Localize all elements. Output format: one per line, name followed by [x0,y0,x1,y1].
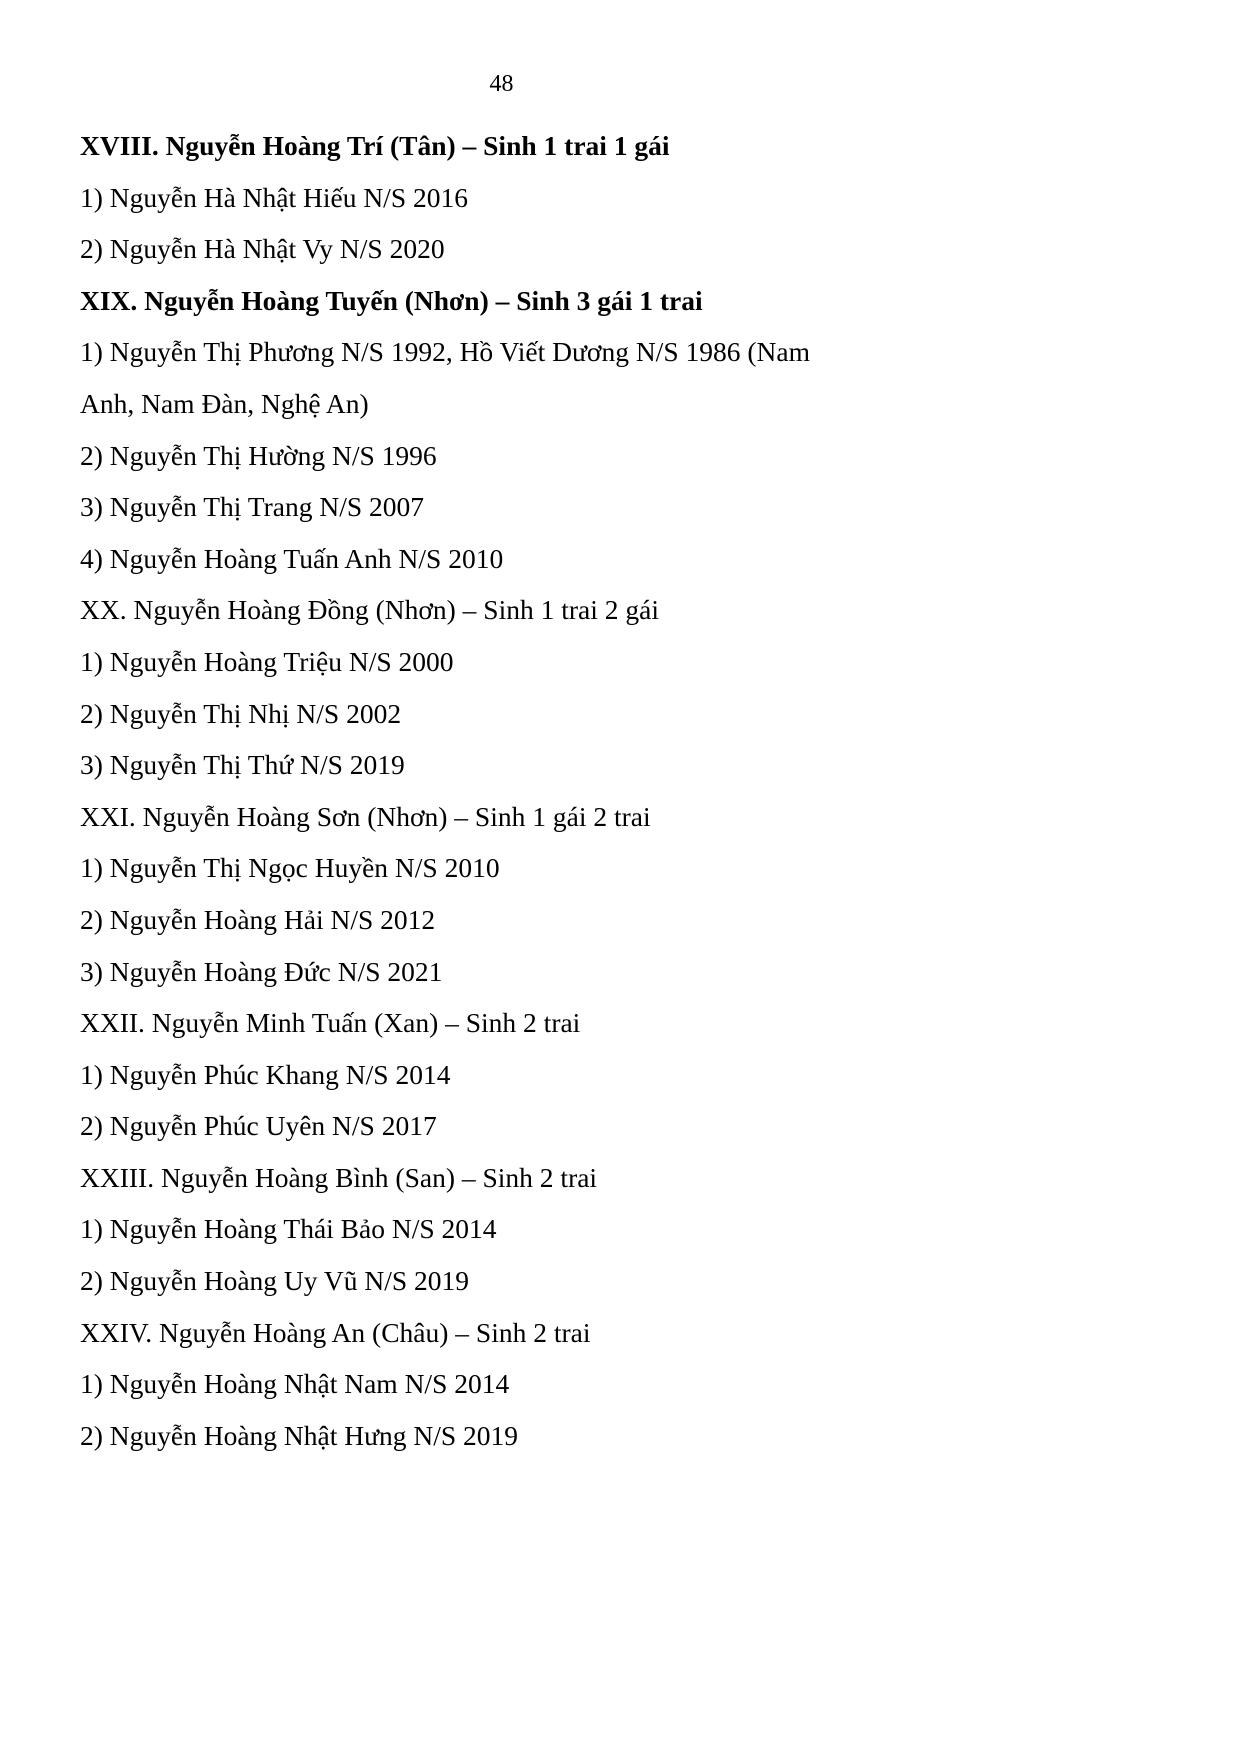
list-item: 1) Nguyễn Hoàng Nhật Nam N/S 2014 [80,1368,510,1400]
list-item: 1) Nguyễn Hoàng Thái Bảo N/S 2014 [80,1213,497,1245]
list-item: 1) Nguyễn Hà Nhật Hiếu N/S 2016 [80,181,468,213]
heading-xxiv: XXIV. Nguyễn Hoàng An (Châu) – Sinh 2 trai [80,1316,591,1348]
heading-xxi: XXI. Nguyễn Hoàng Sơn (Nhơn) – Sinh 1 gái 2 trai [80,800,651,832]
list-item: 3) Nguyễn Thị Trang N/S 2007 [80,491,425,523]
list-item: 1) Nguyễn Hoàng Triệu N/S 2000 [80,645,454,677]
page-number: 48 [489,71,514,97]
list-item: 2) Nguyễn Hà Nhật Vy N/S 2020 [80,233,445,265]
list-item: 2) Nguyễn Hoàng Uy Vũ N/S 2019 [80,1265,470,1297]
list-item: 1) Nguyễn Phúc Khang N/S 2014 [80,1058,451,1090]
document-body [80,124,960,1465]
heading-xx: XX. Nguyễn Hoàng Đồng (Nhơn) – Sinh 1 trai 2 gái [80,594,659,626]
list-item-continuation: Anh, Nam Đàn, Nghệ An) [80,387,369,419]
heading-xxiii: XXIII. Nguyễn Hoàng Bình (San) – Sinh 2 trai [80,1161,598,1193]
list-item: 2) Nguyễn Hoàng Nhật Hưng N/S 2019 [80,1419,519,1451]
list-item: 3) Nguyễn Hoàng Đức N/S 2021 [80,955,443,987]
list-item: 4) Nguyễn Hoàng Tuấn Anh N/S 2010 [80,542,504,574]
list-item: 1) Nguyễn Thị Phương N/S 1992, Hồ Viết Dương N/S 1986 (Nam [80,336,810,368]
list-item: 3) Nguyễn Thị Thứ N/S 2019 [80,749,405,781]
list-item: 2) Nguyễn Thị Hường N/S 1996 [80,439,437,471]
list-item: 1) Nguyễn Thị Ngọc Huyền N/S 2010 [80,852,500,884]
list-item: 2) Nguyễn Hoàng Hải N/S 2012 [80,903,436,935]
heading-xix: XIX. Nguyễn Hoàng Tuyến (Nhơn) – Sinh 3 gái 1 trai [80,284,703,316]
heading-xxii: XXII. Nguyễn Minh Tuấn (Xan) – Sinh 2 trai [80,1007,581,1039]
list-item: 2) Nguyễn Thị Nhị N/S 2002 [80,697,402,729]
list-item: 2) Nguyễn Phúc Uyên N/S 2017 [80,1110,437,1142]
heading-xviii: XVIII. Nguyễn Hoàng Trí (Tân) – Sinh 1 trai 1 gái [80,130,670,161]
